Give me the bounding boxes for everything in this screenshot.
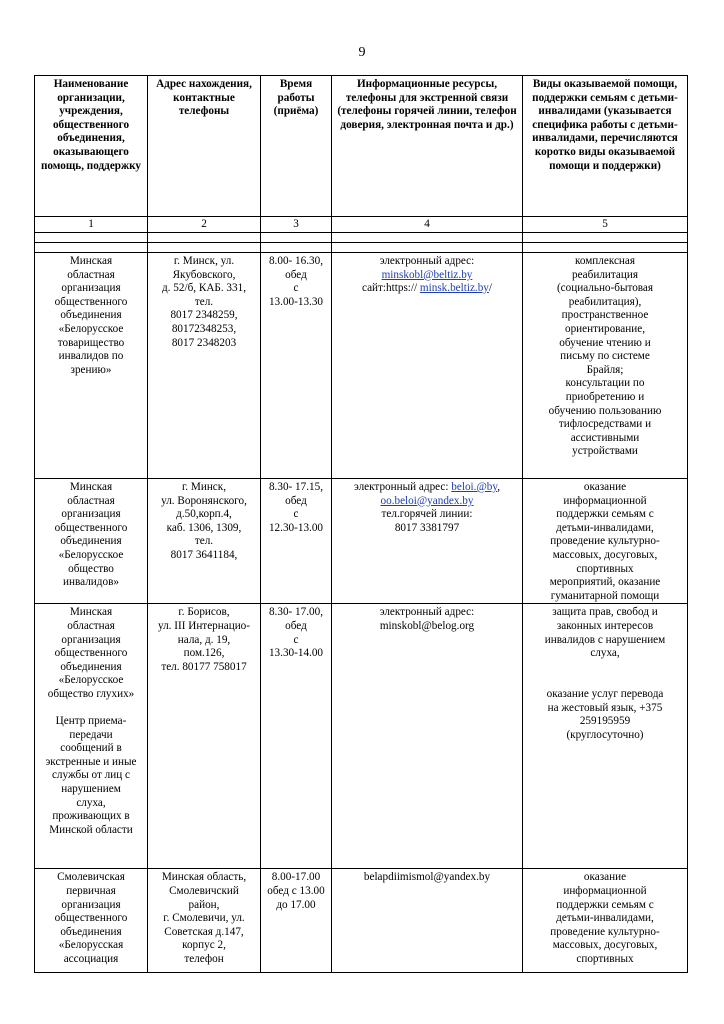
- table-row: [35, 604, 688, 869]
- column-number: 2: [148, 217, 261, 233]
- site-suffix: /: [488, 282, 493, 295]
- info-resources: [332, 479, 523, 604]
- header-address: Адрес нахождения, контактные телефоны: [148, 76, 261, 217]
- site-label: сайт:https://: [361, 282, 420, 295]
- organization-name: Минская областная организация общественного объединения «Белорусское товарищество инвалидов по зрению»: [35, 253, 148, 479]
- info-resources: [332, 253, 523, 479]
- empty-row: [35, 233, 688, 243]
- empty-row: [35, 243, 688, 253]
- organization-address: г. Борисов, ул. III Интернацио- нала, д. 19, пом.126, тел. 80177 758017: [148, 604, 261, 869]
- working-hours: 8.30- 17.00, обед с 13.30-14.00: [261, 604, 332, 869]
- column-number: 1: [35, 217, 148, 233]
- organization-name: Минская областная организация общественного объединения «Белорусское общество инвалидов»: [35, 479, 148, 604]
- column-number: 4: [332, 217, 523, 233]
- header-info-resources: Информационные ресурсы, телефоны для экстренной связи (телефоны горячей линии, телефон доверия, электронная почта и др.): [332, 76, 523, 217]
- working-hours: 8.30- 17.15, обед с 12.30-13.00: [261, 479, 332, 604]
- services: защита прав, свобод и законных интересов инвалидов с нарушением слуха, оказание услуг перевода на жестовый язык, +375 259195959 (круглосуточно): [523, 604, 688, 869]
- table-row: [35, 869, 688, 973]
- info-label: электронный адрес:: [379, 255, 475, 267]
- separator: ,: [497, 481, 501, 493]
- info-resources: электронный адрес: minskobl@belog.org: [332, 604, 523, 869]
- header-row: [35, 76, 688, 217]
- table-row: [35, 479, 688, 604]
- info-label: электронный адрес:: [353, 481, 452, 493]
- table-row: [35, 253, 688, 479]
- organization-address: г. Минск, ул. Воронянского, д.50,корп.4, каб. 1306, 1309, тел. 8017 3641184,: [148, 479, 261, 604]
- services: оказание информационной поддержки семьям с детьми-инвалидами, проведение культурно- массовых, досуговых, спортивных мероприятий, оказание гуманитарной помощи: [523, 479, 688, 604]
- organization-name: Минская областная организация общественного объединения «Белорусское общество глухих» Центр приема- передачи сообщений в экстренные и иные службы от лиц с нарушением слуха, проживающих в Минской области: [35, 604, 148, 869]
- organizations-table: [34, 75, 688, 973]
- header-organization: Наименование организации, учреждения, общественного объединения, оказывающего помощь, поддержку: [35, 76, 148, 217]
- email-link[interactable]: minskobl@beltiz.by: [381, 268, 473, 281]
- organization-name: Смолевичская первичная организация общественного объединения «Белорусская ассоциация: [35, 869, 148, 973]
- column-number: 5: [523, 217, 688, 233]
- header-services: Виды оказываемой помощи, поддержки семьям с детьми-инвалидами (указывается специфика работы с детьми-инвалидами, перечисляются коротко виды оказываемой помощи и поддержки): [523, 76, 688, 217]
- working-hours: 8.00- 16.30, обед с 13.00-13.30: [261, 253, 332, 479]
- column-number: 3: [261, 217, 332, 233]
- services: оказание информационной поддержки семьям с детьми-инвалидами, проведение культурно- массовых, досуговых, спортивных: [523, 869, 688, 973]
- header-hours: Время работы (приёма): [261, 76, 332, 217]
- organization-address: Минская область, Смолевичский район, г. Смолевичи, ул. Советская д.147, корпус 2, телефон: [148, 869, 261, 973]
- working-hours: 8.00-17.00 обед с 13.00 до 17.00: [261, 869, 332, 973]
- column-number-row: [35, 217, 688, 233]
- email-link[interactable]: oo.beloi@yandex.by: [380, 494, 474, 507]
- services: комплексная реабилитация (социально-бытовая реабилитация), пространственное ориентирование, обучение чтению и письму по системе Брайля; консультации по приобретению и обучению пользованию тифлосредствами и ассистивными устройствами: [523, 253, 688, 479]
- page-number: 9: [358, 45, 366, 60]
- website-link[interactable]: minsk.beltiz.by: [419, 282, 489, 295]
- info-resources: belapdiimismol@yandex.by: [332, 869, 523, 973]
- email-link[interactable]: beloi.@by: [451, 481, 498, 493]
- organization-address: г. Минск, ул. Якубовского, д. 52/б, КАБ. 331, тел. 8017 2348259, 80172348253, 8017 2348203: [148, 253, 261, 479]
- hotline: тел.горячей линии: 8017 3381797: [381, 508, 473, 534]
